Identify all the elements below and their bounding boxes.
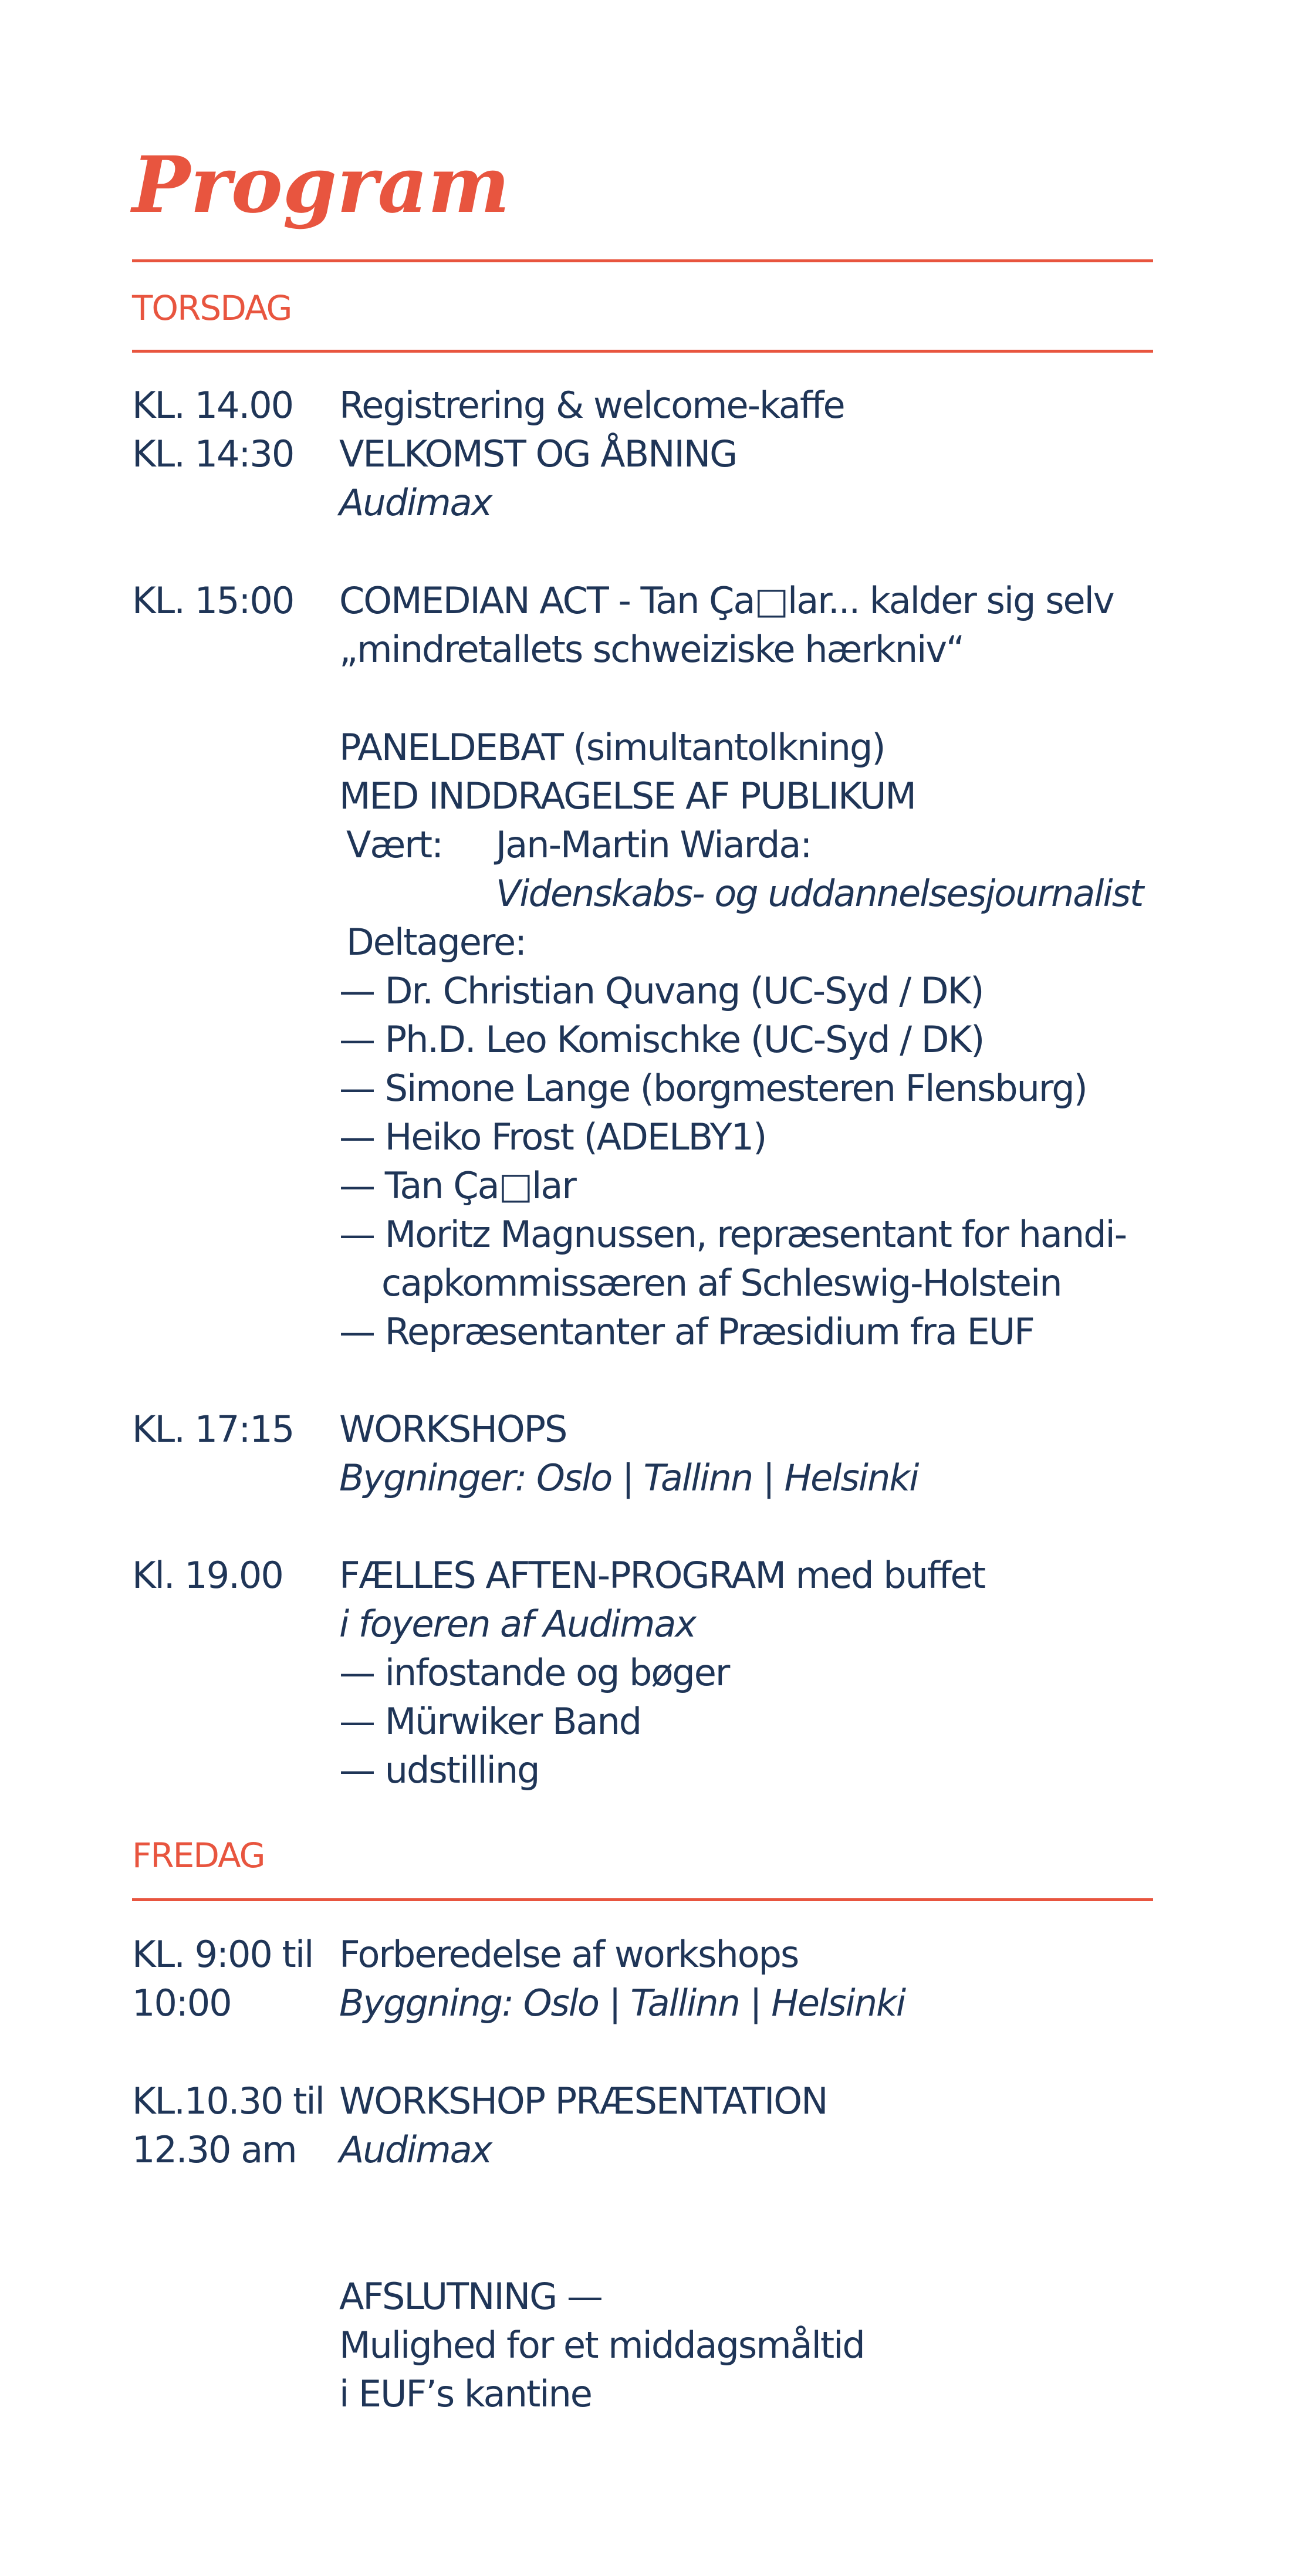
event-title: Registrering & welcome-kaffe — [339, 384, 844, 427]
participant-item: — Dr. Christian Quvang (UC-Syd / DK) — [339, 969, 984, 1012]
participant-item: — Repræsentanter af Præsidium fra EUF — [339, 1310, 1034, 1353]
host-role: Videnskabs- og uddannelsesjournalist — [496, 872, 1143, 915]
event-location: Audimax — [339, 481, 492, 524]
section-heading-thursday: TORSDAG — [132, 288, 292, 328]
panel-subtitle: MED INDDRAGELSE AF PUBLIKUM — [339, 775, 915, 817]
event-location: Audimax — [339, 2128, 492, 2171]
participant-item: — Tan Ça□lar — [339, 1164, 576, 1207]
closing-text: Mulighed for et middagsmåltid — [339, 2324, 864, 2367]
event-location: Bygninger: Oslo | Tallinn | Helsinki — [339, 1456, 918, 1499]
divider — [132, 350, 1153, 353]
participant-item: — Ph.D. Leo Komischke (UC-Syd / DK) — [339, 1018, 984, 1061]
event-title: COMEDIAN ACT - Tan Ça□lar... kalder sig selv — [339, 579, 1114, 622]
participant-item: — Moritz Magnussen, repræsentant for handi- — [339, 1213, 1127, 1256]
event-title: Forberedelse af workshops — [339, 1933, 799, 1976]
participant-item: — Heiko Frost (ADELBY1) — [339, 1115, 766, 1158]
event-title: FÆLLES AFTEN-PROGRAM med buffet — [339, 1554, 985, 1597]
time-label-end: 12.30 am — [132, 2128, 296, 2171]
event-item: — udstilling — [339, 1749, 539, 1791]
participant-item-continued: capkommissæren af Schleswig-Holstein — [381, 1262, 1062, 1304]
closing-title: AFSLUTNING — — [339, 2275, 602, 2318]
time-label: KL. 9:00 til — [132, 1933, 313, 1976]
event-item: — Mürwiker Band — [339, 1700, 641, 1743]
event-quote: „mindretallets schweiziske hærkniv“ — [339, 628, 964, 671]
event-title: VELKOMST OG ÅBNING — [339, 432, 737, 475]
event-title: WORKSHOPS — [339, 1408, 567, 1451]
closing-text: i EUF’s kantine — [339, 2372, 592, 2415]
host-label: Vært: — [346, 823, 442, 866]
divider — [132, 259, 1153, 262]
time-label-end: 10:00 — [132, 1982, 231, 2024]
event-title: WORKSHOP PRÆSENTATION — [339, 2080, 827, 2122]
page-title: Program — [132, 140, 510, 231]
time-label: KL. 17:15 — [132, 1408, 294, 1451]
section-heading-friday: FREDAG — [132, 1835, 265, 1875]
time-label: KL. 14.00 — [132, 384, 293, 427]
event-location: Byggning: Oslo | Tallinn | Helsinki — [339, 1982, 905, 2024]
event-item: — infostande og bøger — [339, 1651, 729, 1694]
event-location: i foyeren af Audimax — [339, 1603, 696, 1645]
participants-label: Deltagere: — [346, 921, 526, 964]
divider — [132, 1898, 1153, 1901]
time-label: KL. 14:30 — [132, 432, 294, 475]
time-label: KL.10.30 til — [132, 2080, 324, 2122]
time-label: Kl. 19.00 — [132, 1554, 283, 1597]
time-label: KL. 15:00 — [132, 579, 294, 622]
participant-item: — Simone Lange (borgmesteren Flensburg) — [339, 1067, 1087, 1110]
host-name: Jan-Martin Wiarda: — [496, 823, 812, 866]
panel-title: PANELDEBAT (simultantolkning) — [339, 726, 885, 769]
